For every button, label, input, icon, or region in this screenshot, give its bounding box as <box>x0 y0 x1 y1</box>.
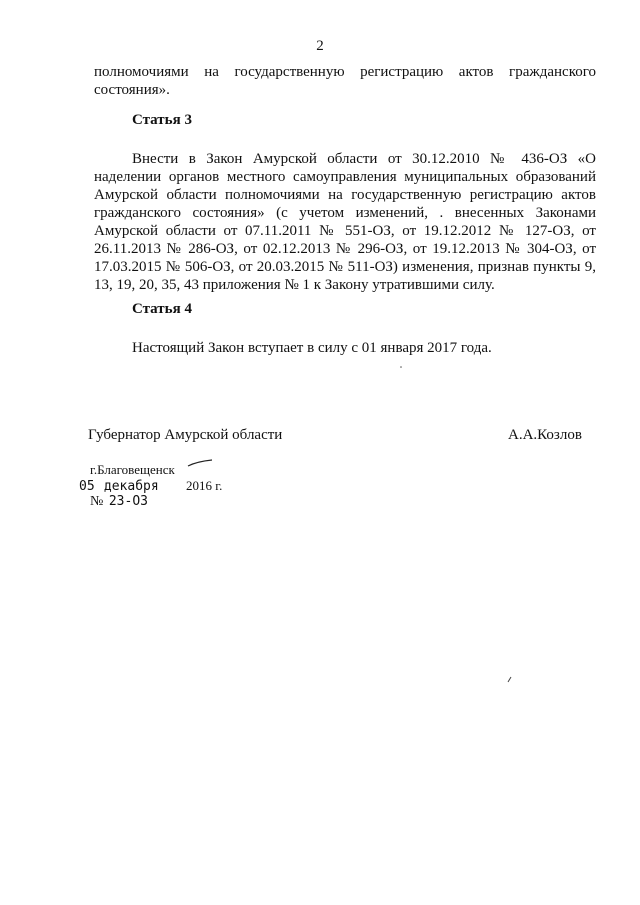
scan-speck <box>506 674 514 684</box>
article-4-heading: Статья 4 <box>132 301 192 317</box>
article-3-heading: Статья 3 <box>132 112 192 128</box>
article-4-text: Настоящий Закон вступает в силу с 01 января 2017 года. <box>132 340 492 356</box>
law-number <box>90 494 148 510</box>
page-number: 2 <box>316 38 324 54</box>
article-3-text: Внести в Закон Амурской области от 30.12.2010 № 436-ОЗ «О наделении органов местного самоуправления муниципальных образований Амурской области полномочиями на государственную регистрацию актов гражданского состояния» (с учетом изменений, . внесенных Законами Амурской области от 07.11.2011 № 551-ОЗ, от 19.12.2012 № 127-ОЗ, от 26.11.2013 № 286-ОЗ, от 02.12.2013 № 296-ОЗ, от 19.12.2013 № 304-ОЗ, от 17.03.2015 № 506-ОЗ, от 20.03.2015 № 511-ОЗ) изменения, признав пункты 9, 13, 19, 20, 35, 43 приложения № 1 к Закону утратившими силу. <box>94 151 596 293</box>
date-day: 05 <box>79 479 95 494</box>
date-year: 2016 г. <box>185 478 223 493</box>
scan-speck <box>398 364 404 370</box>
date-month: декабря <box>103 479 159 494</box>
number-value: 23-ОЗ <box>108 494 148 509</box>
signatory-name: А.А.Козлов <box>508 427 582 443</box>
continuation-paragraph: полномочиями на государственную регистрацию актов гражданского состояния». <box>94 64 596 98</box>
number-sign: № <box>90 494 104 509</box>
signatory-title: Губернатор Амурской области <box>88 427 283 443</box>
pen-stroke-mark <box>186 456 214 470</box>
signing-date <box>79 478 222 494</box>
signing-place: г.Благовещенск <box>90 462 175 477</box>
